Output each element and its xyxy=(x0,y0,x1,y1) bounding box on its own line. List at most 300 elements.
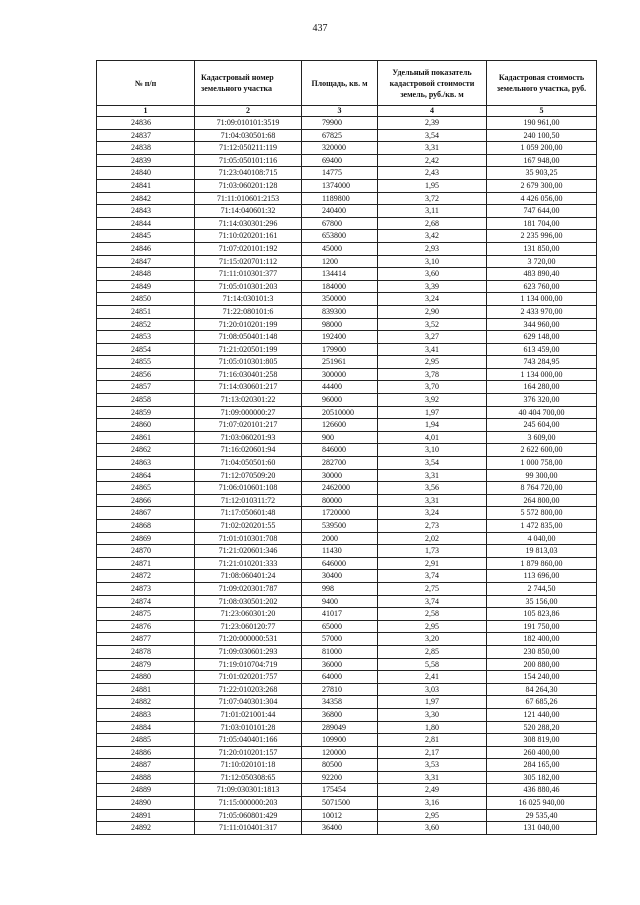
table-row xyxy=(97,620,597,633)
table-row xyxy=(97,557,597,570)
specific-value-cell: 2,95 xyxy=(378,809,487,822)
column-number: 5 xyxy=(487,106,597,117)
area-cell: 80500 xyxy=(302,759,378,772)
table-row xyxy=(97,356,597,369)
specific-value-cell: 2,58 xyxy=(378,608,487,621)
cadastral-value-cell: 4 040,00 xyxy=(487,532,597,545)
cadastral-value-cell: 264 800,00 xyxy=(487,494,597,507)
cadastral-number-cell: 71:22:010203:268 xyxy=(195,683,302,696)
table-row xyxy=(97,167,597,180)
row-number-cell: 24849 xyxy=(97,280,195,293)
table-row xyxy=(97,759,597,772)
specific-value-cell: 3,10 xyxy=(378,444,487,457)
area-cell: 67825 xyxy=(302,129,378,142)
table-row xyxy=(97,205,597,218)
cadastral-number-cell: 71:21:010201:333 xyxy=(195,557,302,570)
area-cell: 184000 xyxy=(302,280,378,293)
cadastral-value-cell: 376 320,00 xyxy=(487,394,597,407)
specific-value-cell: 3,20 xyxy=(378,633,487,646)
specific-value-cell: 3,31 xyxy=(378,494,487,507)
cadastral-value-cell: 191 750,00 xyxy=(487,620,597,633)
specific-value-cell: 1,80 xyxy=(378,721,487,734)
column-number: 4 xyxy=(378,106,487,117)
area-cell: 64000 xyxy=(302,671,378,684)
cadastral-number-cell: 71:23:060301:20 xyxy=(195,608,302,621)
row-number-cell: 24853 xyxy=(97,331,195,344)
specific-value-cell: 3,03 xyxy=(378,683,487,696)
cadastral-value-cell: 29 535,40 xyxy=(487,809,597,822)
table-row xyxy=(97,797,597,810)
specific-value-cell: 1,95 xyxy=(378,179,487,192)
cadastral-value-cell: 8 764 720,00 xyxy=(487,482,597,495)
specific-value-cell: 3,53 xyxy=(378,759,487,772)
table-row xyxy=(97,255,597,268)
cadastral-value-cell: 1 879 860,00 xyxy=(487,557,597,570)
cadastral-value-cell: 613 459,00 xyxy=(487,343,597,356)
area-cell: 539500 xyxy=(302,520,378,533)
row-number-cell: 24885 xyxy=(97,734,195,747)
cadastral-value-cell: 200 880,00 xyxy=(487,658,597,671)
table-row xyxy=(97,406,597,419)
area-cell: 1189800 xyxy=(302,192,378,205)
area-cell: 839300 xyxy=(302,305,378,318)
table-row xyxy=(97,507,597,520)
specific-value-cell: 2,81 xyxy=(378,734,487,747)
row-number-cell: 24841 xyxy=(97,179,195,192)
cadastral-number-cell: 71:09:030301:1813 xyxy=(195,784,302,797)
table-row xyxy=(97,721,597,734)
specific-value-cell: 3,42 xyxy=(378,230,487,243)
row-number-cell: 24850 xyxy=(97,293,195,306)
table-body xyxy=(97,117,597,835)
cadastral-number-cell: 71:12:010311:72 xyxy=(195,494,302,507)
cadastral-number-cell: 71:07:040301:304 xyxy=(195,696,302,709)
area-cell: 65000 xyxy=(302,620,378,633)
specific-value-cell: 3,70 xyxy=(378,381,487,394)
table-row xyxy=(97,343,597,356)
cadastral-value-cell: 2 679 300,00 xyxy=(487,179,597,192)
cadastral-number-cell: 71:08:050401:148 xyxy=(195,331,302,344)
row-number-cell: 24866 xyxy=(97,494,195,507)
cadastral-number-cell: 71:13:020301:22 xyxy=(195,394,302,407)
header-row-number: № п/п xyxy=(97,61,195,106)
specific-value-cell: 3,92 xyxy=(378,394,487,407)
table-row xyxy=(97,129,597,142)
row-number-cell: 24887 xyxy=(97,759,195,772)
table-row xyxy=(97,431,597,444)
area-cell: 134414 xyxy=(302,268,378,281)
table-row xyxy=(97,696,597,709)
row-number-cell: 24877 xyxy=(97,633,195,646)
cadastral-number-cell: 71:23:060120:77 xyxy=(195,620,302,633)
table-row xyxy=(97,469,597,482)
cadastral-value-table xyxy=(96,60,597,835)
cadastral-number-cell: 71:08:030501:202 xyxy=(195,595,302,608)
row-number-cell: 24851 xyxy=(97,305,195,318)
specific-value-cell: 1,97 xyxy=(378,696,487,709)
cadastral-number-cell: 71:20:000000:531 xyxy=(195,633,302,646)
specific-value-cell: 3,11 xyxy=(378,205,487,218)
table-row xyxy=(97,394,597,407)
column-number-row xyxy=(97,106,597,117)
row-number-cell: 24845 xyxy=(97,230,195,243)
area-cell: 120000 xyxy=(302,746,378,759)
area-cell: 1720000 xyxy=(302,507,378,520)
cadastral-value-cell: 5 572 800,00 xyxy=(487,507,597,520)
header-area: Площадь, кв. м xyxy=(302,61,378,106)
row-number-cell: 24889 xyxy=(97,784,195,797)
specific-value-cell: 2,43 xyxy=(378,167,487,180)
table-row xyxy=(97,545,597,558)
cadastral-value-cell: 121 440,00 xyxy=(487,708,597,721)
area-cell: 79900 xyxy=(302,117,378,130)
area-cell: 5071500 xyxy=(302,797,378,810)
row-number-cell: 24891 xyxy=(97,809,195,822)
specific-value-cell: 2,41 xyxy=(378,671,487,684)
cadastral-number-cell: 71:08:060401:24 xyxy=(195,570,302,583)
cadastral-value-cell: 436 880,46 xyxy=(487,784,597,797)
cadastral-value-cell: 105 823,86 xyxy=(487,608,597,621)
column-number: 1 xyxy=(97,106,195,117)
cadastral-value-cell: 2 744,50 xyxy=(487,582,597,595)
cadastral-value-cell: 305 182,00 xyxy=(487,771,597,784)
cadastral-number-cell: 71:07:020101:192 xyxy=(195,242,302,255)
specific-value-cell: 3,54 xyxy=(378,129,487,142)
table-row xyxy=(97,179,597,192)
cadastral-value-cell: 2 235 996,00 xyxy=(487,230,597,243)
table-row xyxy=(97,645,597,658)
specific-value-cell: 3,39 xyxy=(378,280,487,293)
area-cell: 1374000 xyxy=(302,179,378,192)
row-number-cell: 24871 xyxy=(97,557,195,570)
row-number-cell: 24876 xyxy=(97,620,195,633)
table-row xyxy=(97,494,597,507)
table-row xyxy=(97,683,597,696)
cadastral-value-cell: 1 059 200,00 xyxy=(487,142,597,155)
specific-value-cell: 2,93 xyxy=(378,242,487,255)
table-row xyxy=(97,230,597,243)
cadastral-value-cell: 245 604,00 xyxy=(487,419,597,432)
table-row xyxy=(97,117,597,130)
cadastral-number-cell: 71:07:020101:217 xyxy=(195,419,302,432)
specific-value-cell: 2,95 xyxy=(378,356,487,369)
row-number-cell: 24859 xyxy=(97,406,195,419)
specific-value-cell: 3,56 xyxy=(378,482,487,495)
cadastral-value-cell: 284 165,00 xyxy=(487,759,597,772)
row-number-cell: 24875 xyxy=(97,608,195,621)
table-row xyxy=(97,318,597,331)
cadastral-value-cell: 1 134 000,00 xyxy=(487,368,597,381)
row-number-cell: 24888 xyxy=(97,771,195,784)
area-cell: 9400 xyxy=(302,595,378,608)
row-number-cell: 24848 xyxy=(97,268,195,281)
cadastral-number-cell: 71:12:050308:65 xyxy=(195,771,302,784)
row-number-cell: 24872 xyxy=(97,570,195,583)
cadastral-number-cell: 71:21:020601:346 xyxy=(195,545,302,558)
cadastral-value-cell: 4 426 056,00 xyxy=(487,192,597,205)
specific-value-cell: 3,54 xyxy=(378,457,487,470)
row-number-cell: 24874 xyxy=(97,595,195,608)
table-row xyxy=(97,242,597,255)
cadastral-number-cell: 71:06:010601:108 xyxy=(195,482,302,495)
table-row xyxy=(97,331,597,344)
table-row xyxy=(97,305,597,318)
table-row xyxy=(97,532,597,545)
cadastral-number-cell: 71:09:020301:787 xyxy=(195,582,302,595)
area-cell: 289049 xyxy=(302,721,378,734)
specific-value-cell: 3,60 xyxy=(378,268,487,281)
table-row xyxy=(97,457,597,470)
row-number-cell: 24836 xyxy=(97,117,195,130)
row-number-cell: 24878 xyxy=(97,645,195,658)
area-cell: 80000 xyxy=(302,494,378,507)
area-cell: 109900 xyxy=(302,734,378,747)
table-row xyxy=(97,608,597,621)
row-number-cell: 24844 xyxy=(97,217,195,230)
cadastral-value-cell: 16 025 940,00 xyxy=(487,797,597,810)
cadastral-number-cell: 71:03:060201:128 xyxy=(195,179,302,192)
specific-value-cell: 3,41 xyxy=(378,343,487,356)
area-cell: 27810 xyxy=(302,683,378,696)
table-row xyxy=(97,217,597,230)
cadastral-number-cell: 71:20:010201:157 xyxy=(195,746,302,759)
table-row xyxy=(97,520,597,533)
row-number-cell: 24883 xyxy=(97,708,195,721)
table-row xyxy=(97,809,597,822)
area-cell: 67800 xyxy=(302,217,378,230)
specific-value-cell: 2,75 xyxy=(378,582,487,595)
cadastral-value-cell: 2 433 970,00 xyxy=(487,305,597,318)
specific-value-cell: 3,30 xyxy=(378,708,487,721)
cadastral-number-cell: 71:04:050501:60 xyxy=(195,457,302,470)
row-number-cell: 24838 xyxy=(97,142,195,155)
area-cell: 2000 xyxy=(302,532,378,545)
specific-value-cell: 2,68 xyxy=(378,217,487,230)
cadastral-value-cell: 308 819,00 xyxy=(487,734,597,747)
cadastral-value-cell: 182 400,00 xyxy=(487,633,597,646)
row-number-cell: 24864 xyxy=(97,469,195,482)
cadastral-number-cell: 71:01:020201:757 xyxy=(195,671,302,684)
area-cell: 10012 xyxy=(302,809,378,822)
cadastral-value-cell: 747 644,00 xyxy=(487,205,597,218)
specific-value-cell: 3,24 xyxy=(378,507,487,520)
area-cell: 646000 xyxy=(302,557,378,570)
area-cell: 350000 xyxy=(302,293,378,306)
row-number-cell: 24865 xyxy=(97,482,195,495)
specific-value-cell: 3,78 xyxy=(378,368,487,381)
area-cell: 36800 xyxy=(302,708,378,721)
cadastral-value-cell: 1 134 000,00 xyxy=(487,293,597,306)
cadastral-number-cell: 71:10:020201:161 xyxy=(195,230,302,243)
table-row xyxy=(97,142,597,155)
cadastral-number-cell: 71:02:020201:55 xyxy=(195,520,302,533)
row-number-cell: 24837 xyxy=(97,129,195,142)
cadastral-number-cell: 71:14:040601:32 xyxy=(195,205,302,218)
cadastral-value-cell: 3 720,00 xyxy=(487,255,597,268)
specific-value-cell: 3,52 xyxy=(378,318,487,331)
specific-value-cell: 3,16 xyxy=(378,797,487,810)
row-number-cell: 24852 xyxy=(97,318,195,331)
table-row xyxy=(97,381,597,394)
cadastral-value-cell: 1 000 758,00 xyxy=(487,457,597,470)
specific-value-cell: 3,24 xyxy=(378,293,487,306)
cadastral-value-cell: 483 890,40 xyxy=(487,268,597,281)
cadastral-value-cell: 40 404 700,00 xyxy=(487,406,597,419)
row-number-cell: 24886 xyxy=(97,746,195,759)
row-number-cell: 24862 xyxy=(97,444,195,457)
cadastral-number-cell: 71:17:050601:48 xyxy=(195,507,302,520)
area-cell: 282700 xyxy=(302,457,378,470)
column-number: 2 xyxy=(195,106,302,117)
row-number-cell: 24869 xyxy=(97,532,195,545)
area-cell: 34358 xyxy=(302,696,378,709)
row-number-cell: 24868 xyxy=(97,520,195,533)
cadastral-number-cell: 71:01:010301:708 xyxy=(195,532,302,545)
specific-value-cell: 2,02 xyxy=(378,532,487,545)
specific-value-cell: 3,27 xyxy=(378,331,487,344)
specific-value-cell: 2,95 xyxy=(378,620,487,633)
row-number-cell: 24840 xyxy=(97,167,195,180)
cadastral-number-cell: 71:12:050211:119 xyxy=(195,142,302,155)
row-number-cell: 24857 xyxy=(97,381,195,394)
cadastral-value-cell: 743 284,95 xyxy=(487,356,597,369)
specific-value-cell: 2,49 xyxy=(378,784,487,797)
cadastral-number-cell: 71:14:030101:3 xyxy=(195,293,302,306)
cadastral-value-cell: 344 960,00 xyxy=(487,318,597,331)
area-cell: 20510000 xyxy=(302,406,378,419)
table-row xyxy=(97,784,597,797)
row-number-cell: 24860 xyxy=(97,419,195,432)
cadastral-number-cell: 71:19:010704:719 xyxy=(195,658,302,671)
cadastral-number-cell: 71:11:010401:317 xyxy=(195,822,302,835)
row-number-cell: 24858 xyxy=(97,394,195,407)
cadastral-number-cell: 71:11:010301:377 xyxy=(195,268,302,281)
area-cell: 900 xyxy=(302,431,378,444)
specific-value-cell: 3,72 xyxy=(378,192,487,205)
cadastral-number-cell: 71:14:030301:296 xyxy=(195,217,302,230)
table-row xyxy=(97,658,597,671)
area-cell: 30000 xyxy=(302,469,378,482)
table-row xyxy=(97,419,597,432)
row-number-cell: 24890 xyxy=(97,797,195,810)
table-row xyxy=(97,671,597,684)
area-cell: 11430 xyxy=(302,545,378,558)
area-cell: 300000 xyxy=(302,368,378,381)
page-number: 437 xyxy=(312,23,328,34)
cadastral-value-cell: 623 760,00 xyxy=(487,280,597,293)
row-number-cell: 24882 xyxy=(97,696,195,709)
area-cell: 192400 xyxy=(302,331,378,344)
table-row xyxy=(97,734,597,747)
table-row xyxy=(97,746,597,759)
specific-value-cell: 3,31 xyxy=(378,771,487,784)
cadastral-number-cell: 71:09:010101:3519 xyxy=(195,117,302,130)
row-number-cell: 24842 xyxy=(97,192,195,205)
specific-value-cell: 2,85 xyxy=(378,645,487,658)
area-cell: 44400 xyxy=(302,381,378,394)
cadastral-number-cell: 71:14:030601:217 xyxy=(195,381,302,394)
specific-value-cell: 2,39 xyxy=(378,117,487,130)
area-cell: 41017 xyxy=(302,608,378,621)
table-row xyxy=(97,268,597,281)
header-row xyxy=(97,61,597,106)
cadastral-number-cell: 71:15:020701:112 xyxy=(195,255,302,268)
cadastral-number-cell: 71:05:050101:116 xyxy=(195,154,302,167)
cadastral-number-cell: 71:16:030401:258 xyxy=(195,368,302,381)
cadastral-number-cell: 71:01:021001:44 xyxy=(195,708,302,721)
area-cell: 36400 xyxy=(302,822,378,835)
area-cell: 96000 xyxy=(302,394,378,407)
table-row xyxy=(97,293,597,306)
table-row xyxy=(97,771,597,784)
cadastral-number-cell: 71:12:070509:20 xyxy=(195,469,302,482)
cadastral-number-cell: 71:04:030501:68 xyxy=(195,129,302,142)
area-cell: 81000 xyxy=(302,645,378,658)
cadastral-value-cell: 131 850,00 xyxy=(487,242,597,255)
table-row xyxy=(97,822,597,835)
row-number-cell: 24846 xyxy=(97,242,195,255)
cadastral-number-cell: 71:05:010301:203 xyxy=(195,280,302,293)
cadastral-number-cell: 71:03:010101:28 xyxy=(195,721,302,734)
row-number-cell: 24854 xyxy=(97,343,195,356)
area-cell: 45000 xyxy=(302,242,378,255)
row-number-cell: 24861 xyxy=(97,431,195,444)
header-specific-value: Удельный показатель кадастровой стоимости земель, руб./кв. м xyxy=(378,61,487,106)
table-row xyxy=(97,154,597,167)
row-number-cell: 24843 xyxy=(97,205,195,218)
row-number-cell: 24884 xyxy=(97,721,195,734)
cadastral-value-cell: 230 850,00 xyxy=(487,645,597,658)
cadastral-value-cell: 190 961,00 xyxy=(487,117,597,130)
cadastral-number-cell: 71:09:000000:27 xyxy=(195,406,302,419)
row-number-cell: 24855 xyxy=(97,356,195,369)
cadastral-number-cell: 71:10:020101:18 xyxy=(195,759,302,772)
table-row xyxy=(97,192,597,205)
area-cell: 653800 xyxy=(302,230,378,243)
area-cell: 69400 xyxy=(302,154,378,167)
cadastral-value-cell: 154 240,00 xyxy=(487,671,597,684)
area-cell: 1200 xyxy=(302,255,378,268)
table-row xyxy=(97,482,597,495)
specific-value-cell: 4,01 xyxy=(378,431,487,444)
cadastral-value-cell: 84 264,30 xyxy=(487,683,597,696)
table-row xyxy=(97,595,597,608)
cadastral-value-cell: 99 300,00 xyxy=(487,469,597,482)
cadastral-value-cell: 164 280,00 xyxy=(487,381,597,394)
cadastral-value-cell: 181 704,00 xyxy=(487,217,597,230)
table-row xyxy=(97,633,597,646)
area-cell: 175454 xyxy=(302,784,378,797)
cadastral-value-cell: 131 040,00 xyxy=(487,822,597,835)
cadastral-value-cell: 629 148,00 xyxy=(487,331,597,344)
cadastral-number-cell: 71:05:040401:166 xyxy=(195,734,302,747)
header-cadastral-value: Кадастровая стоимость земельного участка, руб. xyxy=(487,61,597,106)
cadastral-value-cell: 19 813,03 xyxy=(487,545,597,558)
cadastral-value-cell: 3 609,00 xyxy=(487,431,597,444)
specific-value-cell: 2,90 xyxy=(378,305,487,318)
table-row xyxy=(97,570,597,583)
table-row xyxy=(97,368,597,381)
cadastral-value-cell: 67 685,26 xyxy=(487,696,597,709)
cadastral-value-cell: 260 400,00 xyxy=(487,746,597,759)
area-cell: 846000 xyxy=(302,444,378,457)
cadastral-number-cell: 71:23:040108:715 xyxy=(195,167,302,180)
header-cadastral-number: Кадастровый номер земельного участка xyxy=(195,61,302,106)
specific-value-cell: 1,97 xyxy=(378,406,487,419)
column-number: 3 xyxy=(302,106,378,117)
cadastral-value-cell: 1 472 835,00 xyxy=(487,520,597,533)
cadastral-value-cell: 240 100,50 xyxy=(487,129,597,142)
